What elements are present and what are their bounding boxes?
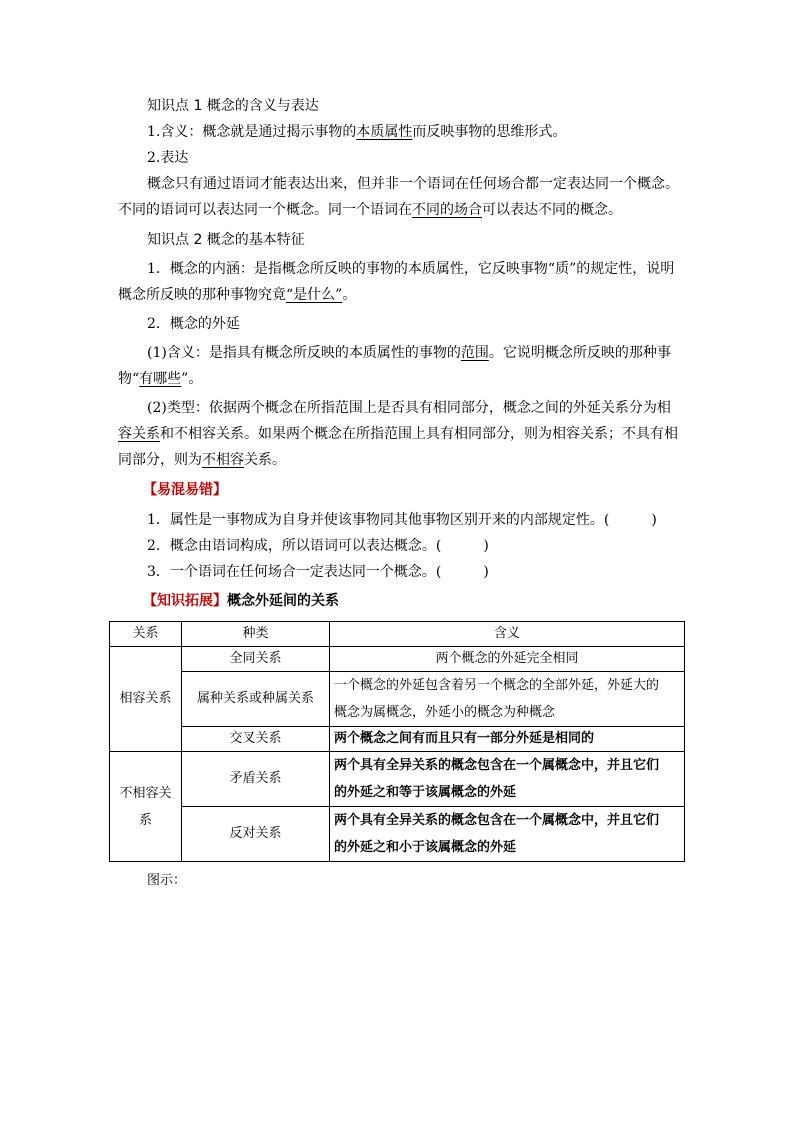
- relation-kind: 矛盾关系: [182, 752, 330, 807]
- kp1-expression-line2: 不同的语词可以表达同一个概念。同一个语词在不同的场合可以表达不同的概念。: [118, 202, 622, 218]
- diagram-label: 图示：: [147, 873, 187, 888]
- kp2-extension-label: 2．概念的外延: [147, 316, 240, 332]
- relation-kind: 反对关系: [182, 807, 330, 862]
- confusion-item: 1．属性是一事物成为自身并使该事物同其他事物区别开来的内部规定性。( ): [147, 512, 657, 528]
- kp2-ext-meaning-line2: 物“有哪些”。: [118, 371, 203, 387]
- relation-kind: 属种关系或种属关系: [182, 672, 330, 727]
- kp1-expression-line1: 概念只有通过语词才能表达出来，但并非一个语词在任何场合都一定表达同一个概念。: [147, 176, 679, 192]
- kp2-intension-line1: 1．概念的内涵：是指概念所反映的事物的本质属性，它反映事物“质”的规定性，说明: [147, 261, 675, 277]
- confusion-item: 2．概念由语词构成，所以语词可以表达概念。( ): [147, 538, 489, 554]
- table-header-cell: 种类: [182, 622, 330, 647]
- table-row: [110, 807, 685, 862]
- kp2-ext-meaning-line1: (1)含义：是指具有概念所反映的本质属性的事物的范围。它说明概念所反映的那种事: [147, 345, 671, 361]
- relations-table: [109, 621, 685, 862]
- table-row: [110, 752, 685, 807]
- relation-meaning: 两个具有全异关系的概念包含在一个属概念中，并且它们 的外延之和等于该属概念的外延: [330, 752, 685, 807]
- relation-kind: 全同关系: [182, 647, 330, 672]
- kp2-heading: 知识点 2 概念的基本特征: [147, 232, 305, 248]
- kp1-heading: 知识点 1 概念的含义与表达: [147, 98, 319, 114]
- kp2-ext-type-line3: 同部分，则为不相容关系。: [118, 452, 286, 468]
- relation-group-incompatible: 不相容关 系: [110, 752, 182, 862]
- kp1-expression-label: 2.表达: [147, 150, 189, 166]
- kp2-ext-type-line2: 容关系和不相容关系。如果两个概念在所指范围上具有相同部分，则为相容关系；不具有相: [118, 426, 678, 442]
- table-header-cell: 含义: [330, 622, 685, 647]
- relation-meaning: 两个具有全异关系的概念包含在一个属概念中，并且它们 的外延之和小于该属概念的外延: [330, 807, 685, 862]
- table-header-cell: 关系: [110, 622, 182, 647]
- table-row: [110, 672, 685, 727]
- relation-meaning: 两个概念的外延完全相同: [330, 647, 685, 672]
- confusion-item: 3．一个语词在任何场合一定表达同一个概念。( ): [147, 564, 489, 580]
- expansion-heading-line: [143, 589, 713, 613]
- table-row: [110, 727, 685, 752]
- expansion-heading: 【知识拓展】: [143, 593, 227, 609]
- kp1-definition: 1.含义：概念就是通过揭示事物的本质属性而反映事物的思维形式。: [147, 124, 567, 140]
- table-row: [110, 647, 685, 672]
- confusion-heading: 【易混易错】: [143, 482, 227, 498]
- relation-meaning: 两个概念之间有而且只有一部分外延是相同的: [330, 727, 685, 752]
- kp2-ext-type-line1: (2)类型：依据两个概念在所指范围上是否具有相同部分，概念之间的外延关系分为相: [147, 400, 671, 416]
- relation-meaning: 一个概念的外延包含着另一个概念的全部外延，外延大的 概念为属概念，外延小的概念为种概念: [330, 672, 685, 727]
- kp2-intension-line2: 概念所反映的那种事物究竟“是什么”。: [118, 287, 357, 303]
- table-header-row: [110, 622, 685, 647]
- expansion-title: 概念外延间的关系: [227, 593, 339, 609]
- relation-kind: 交叉关系: [182, 727, 330, 752]
- relation-group-compatible: 相容关系: [110, 647, 182, 752]
